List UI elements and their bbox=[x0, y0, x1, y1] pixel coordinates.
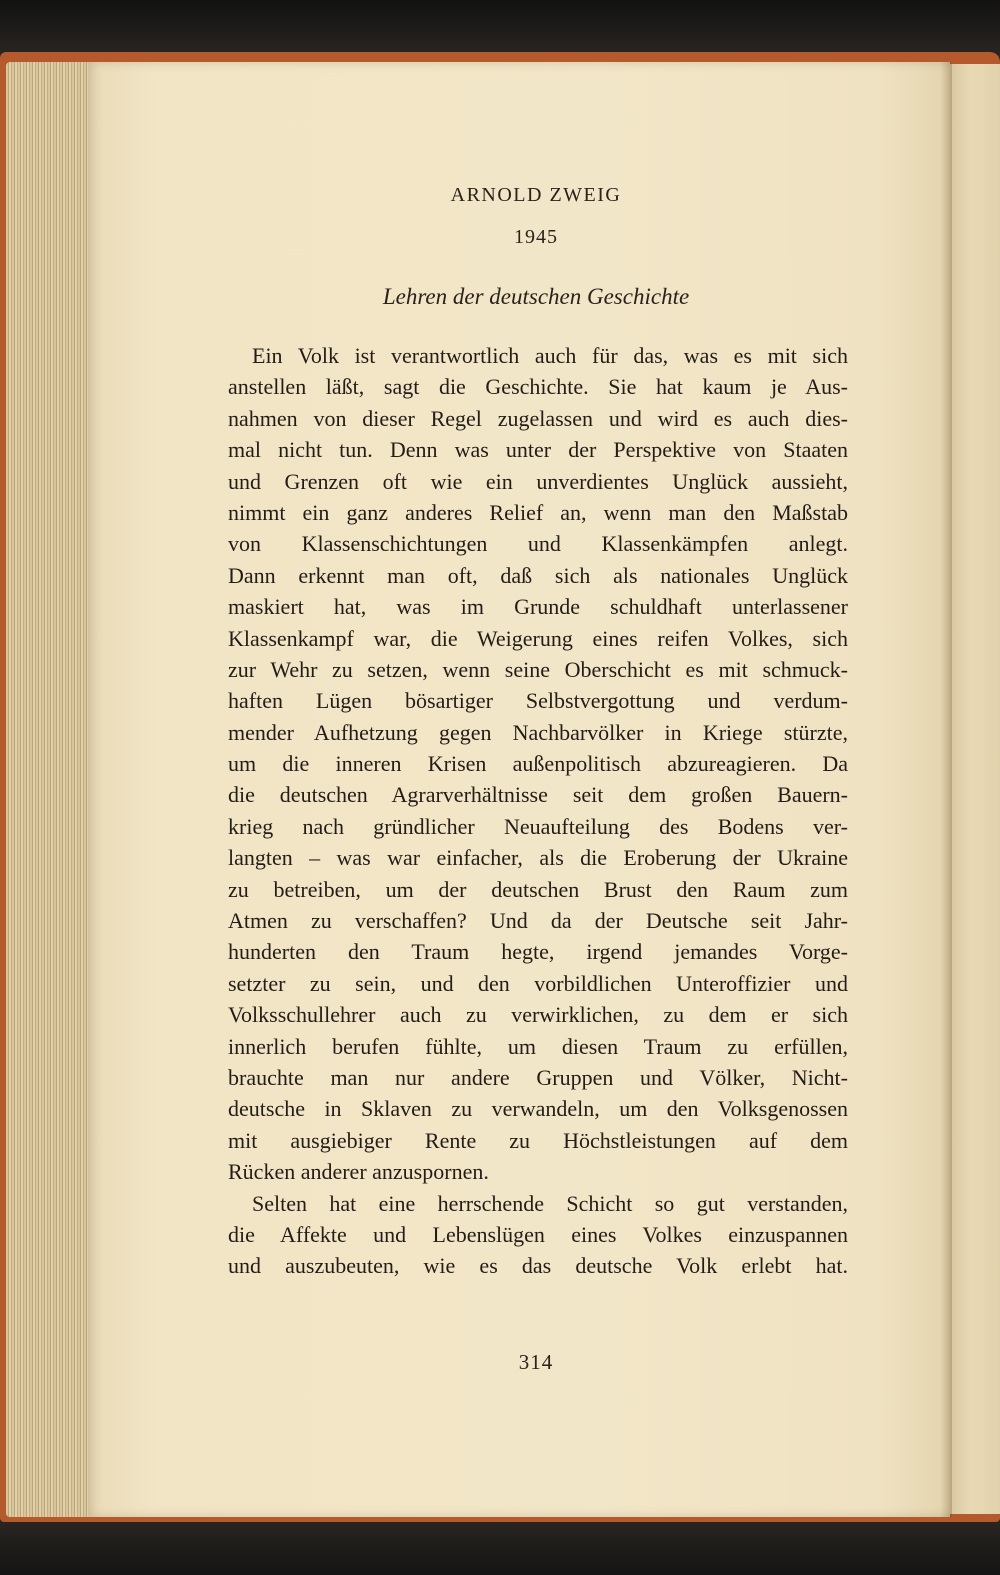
text-line: nimmt ein ganz anderes Relief an, wenn man den Maßstab bbox=[228, 499, 848, 525]
text-line: hunderten den Traum hegte, irgend jemandes Vorge- bbox=[228, 939, 848, 965]
page-edges bbox=[6, 62, 92, 1517]
paragraph-1 bbox=[228, 340, 848, 1188]
text-line: innerlich berufen fühlte, um diesen Traum zu erfüllen, bbox=[228, 1033, 848, 1059]
text-line: Dann erkennt man oft, daß sich als nationales Unglück bbox=[228, 562, 848, 588]
text-line: mender Aufhetzung gegen Nachbarvölker in Kriege stürzte, bbox=[228, 719, 848, 745]
text-line: Volksschullehrer auch zu verwirklichen, zu dem er sich bbox=[228, 1002, 848, 1028]
essay-year: 1945 bbox=[514, 226, 558, 248]
text-line: die Affekte und Lebenslügen eines Volkes einzuspannen bbox=[228, 1221, 848, 1247]
text-line: haften Lügen bösartiger Selbstvergottung und verdum- bbox=[228, 688, 848, 714]
text-line: Atmen zu verschaffen? Und da der Deutsche seit Jahr- bbox=[228, 908, 848, 934]
text-line: anstellen läßt, sagt die Geschichte. Sie hat kaum je Aus- bbox=[228, 374, 848, 400]
body-text bbox=[228, 340, 848, 1282]
text-line: maskiert hat, was im Grunde schuldhaft unterlassener bbox=[228, 594, 848, 620]
text-line: Klassenkampf war, die Weigerung eines reifen Volkes, sich bbox=[228, 625, 848, 651]
text-line: die deutschen Agrarverhältnisse seit dem großen Bauern- bbox=[228, 782, 848, 808]
spine-shadow bbox=[940, 62, 952, 1517]
text-line: Selten hat eine herrschende Schicht so gut verstanden, bbox=[252, 1190, 848, 1216]
text-line: und auszubeuten, wie es das deutsche Volk erlebt hat. bbox=[228, 1253, 848, 1279]
text-line: deutsche in Sklaven zu verwandeln, um den Volksgenossen bbox=[228, 1096, 848, 1122]
text-line: Ein Volk ist verantwortlich auch für das, was es mit sich bbox=[252, 343, 848, 368]
scan-background-bottom bbox=[0, 1518, 1000, 1575]
text-line: nahmen von dieser Regel zugelassen und wird es auch dies- bbox=[228, 405, 848, 431]
text-line: krieg nach gründlicher Neuaufteilung des Bodens ver- bbox=[228, 813, 848, 839]
text-line: Rücken anderer anzuspornen. bbox=[228, 1159, 489, 1185]
scan-background-top bbox=[0, 0, 1000, 58]
essay-title: Lehren der deutschen Geschichte bbox=[382, 284, 690, 309]
page-number: 314 bbox=[518, 1350, 554, 1374]
text-line: mal nicht tun. Denn was unter der Perspektive von Staaten bbox=[228, 437, 848, 463]
text-line: zur Wehr zu setzen, wenn seine Oberschicht es mit schmuck- bbox=[228, 656, 848, 682]
next-page-edge bbox=[948, 64, 1000, 1514]
running-head-author: ARNOLD ZWEIG bbox=[450, 184, 622, 206]
text-line: brauchte man nur andere Gruppen und Völker, Nicht- bbox=[228, 1064, 848, 1090]
text-line: langten – was war einfacher, als die Eroberung der Ukraine bbox=[228, 845, 848, 871]
text-line: von Klassenschichtungen und Klassenkämpfen anlegt. bbox=[228, 531, 848, 557]
text-line: und Grenzen oft wie ein unverdientes Unglück aussieht, bbox=[228, 468, 848, 494]
paragraph-2 bbox=[228, 1188, 848, 1282]
text-line: um die inneren Krisen außenpolitisch abzureagieren. Da bbox=[228, 751, 848, 777]
text-line: zu betreiben, um der deutschen Brust den Raum zum bbox=[228, 876, 848, 902]
text-line: mit ausgiebiger Rente zu Höchstleistungen auf dem bbox=[228, 1127, 848, 1153]
text-line: setzter zu sein, und den vorbildlichen Unteroffizier und bbox=[228, 970, 848, 996]
